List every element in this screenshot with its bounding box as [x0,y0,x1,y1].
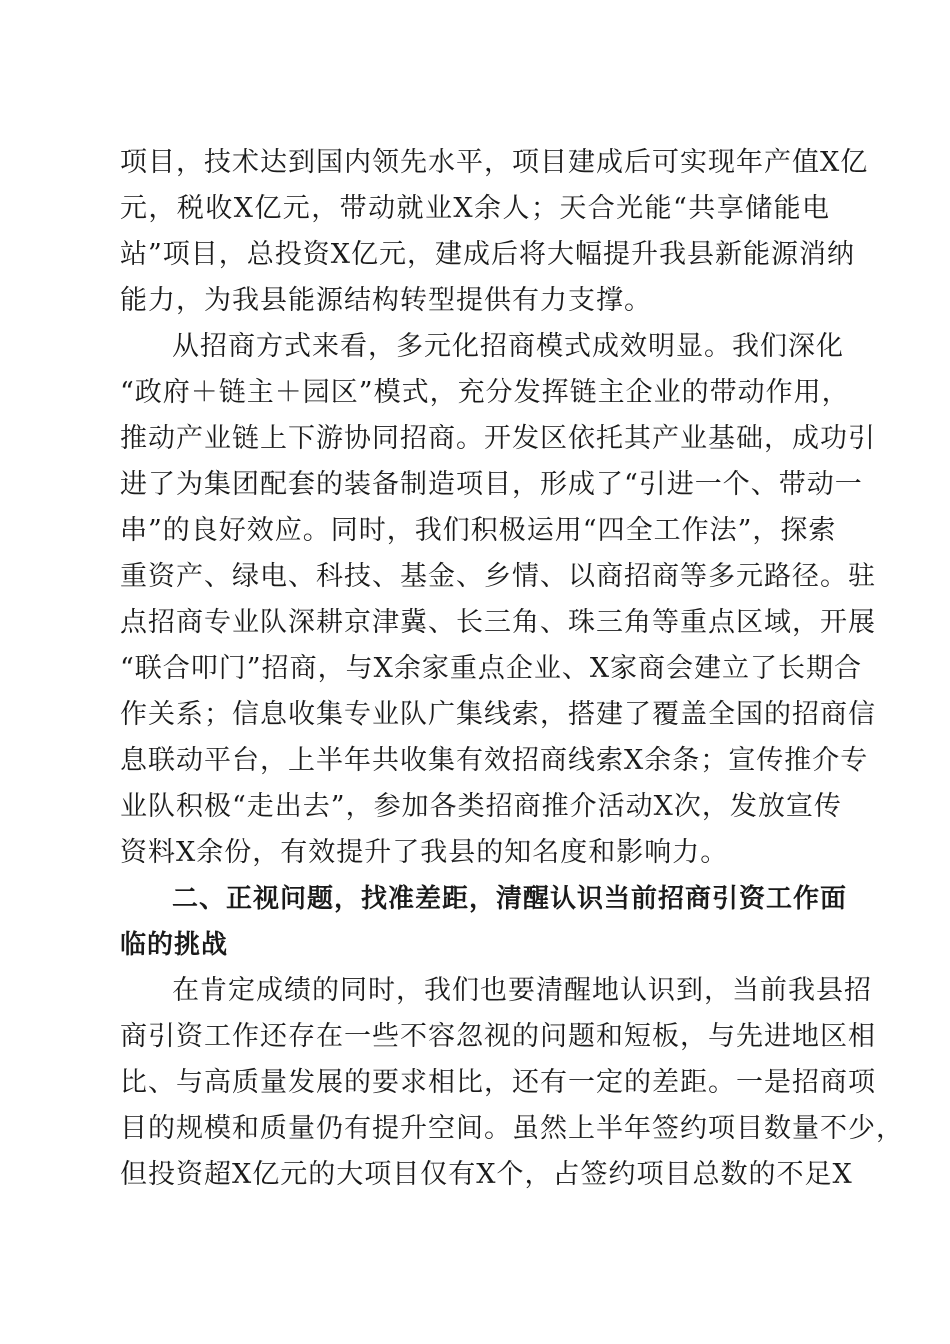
paragraph-line: 点招商专业队深耕京津冀、长三角、珠三角等重点区域，开展 [120,607,876,638]
paragraph-line: 目的规模和质量仍有提升空间。虽然上半年签约项目数量不少， [120,1113,904,1144]
paragraph-line: 商引资工作还存在一些不容忽视的问题和短板，与先进地区相 [120,1021,876,1052]
paragraph-line: 推动产业链上下游协同招商。开发区依托其产业基础，成功引 [120,423,876,454]
paragraph-line: 息联动平台，上半年共收集有效招商线索X余条；宣传推介专 [120,745,869,776]
paragraph-line: 重资产、绿电、科技、基金、乡情、以商招商等多元路径。驻 [120,561,876,592]
paragraph-line: 从招商方式来看，多元化招商模式成效明显。我们深化 [172,331,844,362]
paragraph-line: 元，税收X亿元，带动就业X余人；天合光能“共享储能电 [120,193,830,224]
paragraph-line: 资料X余份，有效提升了我县的知名度和影响力。 [120,837,729,868]
paragraph-line: 能力，为我县能源结构转型提供有力支撑。 [120,285,652,316]
section-heading: 二、正视问题，找准差距，清醒认识当前招商引资工作面 [172,884,848,914]
paragraph-line: 比、与高质量发展的要求相比，还有一定的差距。一是招商项 [120,1067,876,1098]
paragraph-line: “联合叩门”招商，与X余家重点企业、X家商会建立了长期合 [120,653,863,684]
paragraph-line: 在肯定成绩的同时，我们也要清醒地认识到，当前我县招 [172,975,872,1006]
paragraph-line: 项目，技术达到国内领先水平，项目建成后可实现年产值X亿 [120,147,869,178]
section-heading: 临的挑战 [120,930,229,960]
paragraph-line: 作关系；信息收集专业队广集线索，搭建了覆盖全国的招商信 [120,699,876,730]
paragraph-line: 进了为集团配套的装备制造项目，形成了“引进一个、带动一 [120,469,863,500]
paragraph-line: 但投资超X亿元的大项目仅有X个，占签约项目总数的不足X [120,1159,853,1190]
paragraph-line: “政府＋链主＋园区”模式，充分发挥链主企业的带动作用， [120,377,850,408]
paragraph-line: 业队积极“走出去”，参加各类招商推介活动X次，发放宣传 [120,791,842,822]
paragraph-line: 站”项目，总投资X亿元，建成后将大幅提升我县新能源消纳 [120,239,856,270]
paragraph-line: 串”的良好效应。同时，我们积极运用“四全工作法”，探索 [120,515,837,546]
